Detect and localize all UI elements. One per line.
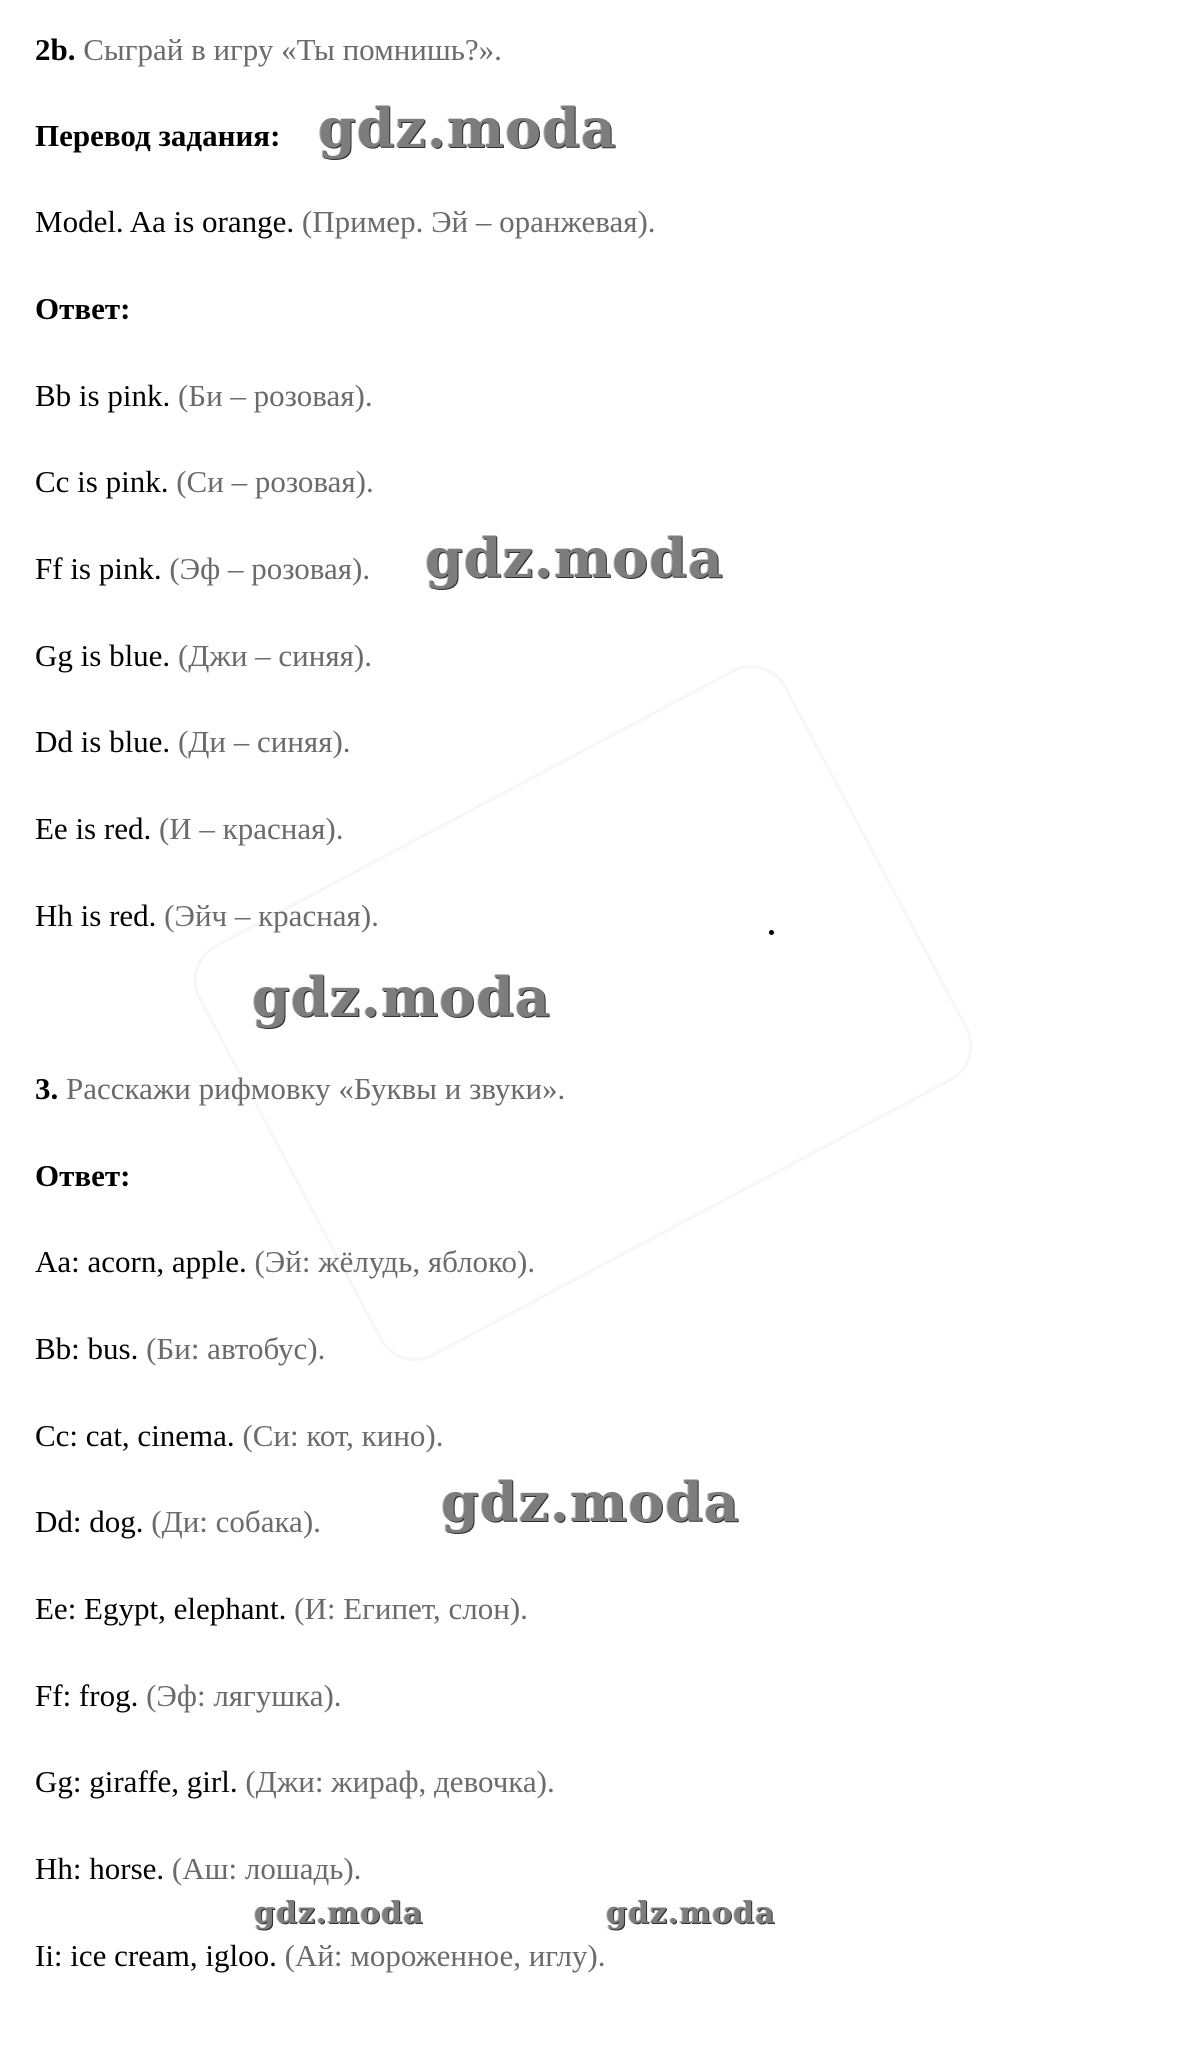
model-en: Model. Aa is orange. [35,204,295,239]
task-3-text: Расскажи рифмовку «Буквы и звуки». [66,1071,566,1106]
answer-3-line [35,1764,555,1800]
answer-3-line [35,1418,444,1454]
task-2b-heading [35,32,502,68]
watermark: gdz.moda [606,1896,776,1931]
answer-3-line [35,1244,535,1280]
watermark: gdz.moda [252,965,551,1029]
answer-2b-line [35,898,379,934]
answer-en: Gg is blue. [35,638,171,673]
answer-ru: (Би – розовая). [177,378,373,413]
answer-2b-line [35,464,374,500]
answer-ru: (Аш: лошадь). [171,1851,362,1886]
task-3-answer-label: Ответ: [35,1158,131,1193]
answer-2b-line [35,724,351,760]
stray-dot [769,930,774,935]
answer-en: Ff: frog. [35,1678,139,1713]
task-2b-number: 2b. [35,32,76,67]
answer-en: Hh: horse. [35,1851,165,1886]
answer-3-line [35,1938,606,1974]
model-ru: (Пример. Эй – оранжевая). [301,204,656,239]
answer-en: Cc: cat, cinema. [35,1418,235,1453]
answer-ru: (Си: кот, кино). [242,1418,444,1453]
answer-en: Ee is red. [35,811,152,846]
answer-ru: (Ай: мороженное, иглу). [284,1938,606,1973]
answer-en: Cc is pink. [35,464,169,499]
answer-2b-line [35,551,370,587]
answer-ru: (Ди – синяя). [177,724,351,759]
watermark: gdz.moda [425,526,724,590]
answer-en: Dd is blue. [35,724,171,759]
answer-ru: (Джи – синяя). [177,638,372,673]
task-3-heading [35,1071,565,1107]
answer-en: Dd: dog. [35,1504,144,1539]
watermark: gdz.moda [254,1896,424,1931]
answer-ru: (Ди: собака). [151,1504,321,1539]
model-line [35,204,656,240]
answer-3-line [35,1851,361,1887]
answer-ru: (Эф – розовая). [169,551,371,586]
answer-en: Gg: giraffe, girl. [35,1764,238,1799]
watermark: gdz.moda [441,1470,740,1534]
answer-en: Bb is pink. [35,378,171,413]
answer-3-line [35,1504,321,1540]
answer-ru: (Эй: жёлудь, яблоко). [254,1244,536,1279]
answer-ru: (И: Египет, слон). [294,1591,528,1626]
answer-ru: (Си – розовая). [176,464,374,499]
answer-ru: (И – красная). [158,811,344,846]
answer-2b-line [35,378,373,414]
translation-label: Перевод задания: [35,118,281,153]
answer-3-line [35,1591,528,1627]
answer-ru: (Эйч – красная). [164,898,379,933]
answer-en: Bb: bus. [35,1331,139,1366]
task-2b-answer-label: Ответ: [35,291,131,326]
task-2b-text: Сыграй в игру «Ты помнишь?». [83,32,502,67]
task-3-number: 3. [35,1071,59,1106]
answer-3-line [35,1678,342,1714]
answer-en: Ee: Egypt, elephant. [35,1591,287,1626]
answer-ru: (Джи: жираф, девочка). [245,1764,555,1799]
answer-en: Aa: acorn, apple. [35,1244,247,1279]
answer-2b-line [35,638,372,674]
answer-ru: (Эф: лягушка). [146,1678,342,1713]
watermark: gdz.moda [318,96,617,160]
answer-3-line [35,1331,325,1367]
answer-en: Ii: ice cream, igloo. [35,1938,277,1973]
answer-en: Ff is pink. [35,551,162,586]
answer-ru: (Би: автобус). [146,1331,326,1366]
answer-en: Hh is red. [35,898,157,933]
answer-2b-line [35,811,343,847]
